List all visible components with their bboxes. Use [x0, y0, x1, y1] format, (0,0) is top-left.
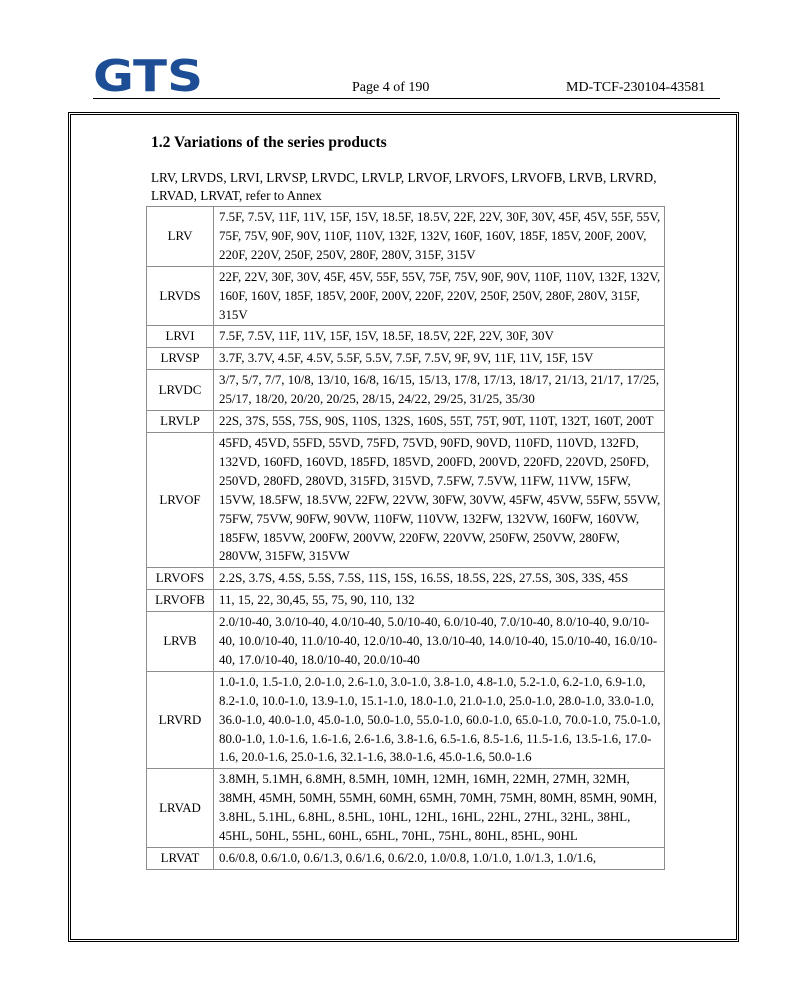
- document-id: MD-TCF-230104-43581: [566, 80, 706, 95]
- table-row: [147, 568, 665, 590]
- series-intro-text: LRV, LRVDS, LRVI, LRVSP, LRVDC, LRVLP, LRVOF, LRVOFS, LRVOFB, LRVB, LRVRD, LRVAD, LRVAT, refer to Annex: [151, 170, 657, 203]
- table-row: [147, 769, 665, 848]
- series-name-cell: LRVOFB: [147, 590, 214, 612]
- table-row: [147, 432, 665, 567]
- series-name-cell: LRVSP: [147, 348, 214, 370]
- series-name-cell: LRVRD: [147, 671, 214, 769]
- table-row: [147, 370, 665, 411]
- series-values-cell: 11, 15, 22, 30,45, 55, 75, 90, 110, 132: [214, 590, 665, 612]
- series-name-cell: LRVOF: [147, 432, 214, 567]
- series-values-cell: 3.7F, 3.7V, 4.5F, 4.5V, 5.5F, 5.5V, 7.5F, 7.5V, 9F, 9V, 11F, 11V, 15F, 15V: [214, 348, 665, 370]
- table-row: [147, 326, 665, 348]
- series-name-cell: LRV: [147, 207, 214, 267]
- series-name-cell: LRVAD: [147, 769, 214, 848]
- series-name-cell: LRVB: [147, 612, 214, 672]
- series-values-cell: 3.8MH, 5.1MH, 6.8MH, 8.5MH, 10MH, 12MH, 16MH, 22MH, 27MH, 32MH, 38MH, 45MH, 50MH, 55MH, 60MH, 65MH, 70MH, 75MH, 80MH, 85MH, 90MH, 3.8HL, 5.1HL, 6.8HL, 8.5HL, 10HL, 12HL, 16HL, 22HL, 27HL, 32HL, 38HL, 45HL, 50HL, 55HL, 60HL, 65HL, 70HL, 75HL, 80HL, 85HL, 90HL: [214, 769, 665, 848]
- table-row: [147, 612, 665, 672]
- table-row: [147, 848, 665, 870]
- page-number: Page 4 of 190: [352, 80, 430, 95]
- series-values-cell: 7.5F, 7.5V, 11F, 11V, 15F, 15V, 18.5F, 18.5V, 22F, 22V, 30F, 30V, 45F, 45V, 55F, 55V, 75F, 75V, 90F, 90V, 110F, 110V, 132F, 132V, 160F, 160V, 185F, 185V, 200F, 200V, 220F, 220V, 250F, 250V, 280F, 280V, 315F, 315V: [214, 207, 665, 267]
- series-values-cell: 3/7, 5/7, 7/7, 10/8, 13/10, 16/8, 16/15, 15/13, 17/8, 17/13, 18/17, 21/13, 21/17, 17/25, 25/17, 18/20, 20/20, 20/25, 28/15, 24/22, 29/25, 31/25, 35/30: [214, 370, 665, 411]
- table-row: [147, 671, 665, 769]
- series-name-cell: LRVDC: [147, 370, 214, 411]
- section-title: 1.2 Variations of the series products: [151, 134, 387, 151]
- series-values-cell: 2.0/10-40, 3.0/10-40, 4.0/10-40, 5.0/10-40, 6.0/10-40, 7.0/10-40, 8.0/10-40, 9.0/10-40, 10.0/10-40, 11.0/10-40, 12.0/10-40, 13.0/10-40, 14.0/10-40, 15.0/10-40, 16.0/10-40, 17.0/10-40, 18.0/10-40, 20.0/10-40: [214, 612, 665, 672]
- series-name-cell: LRVOFS: [147, 568, 214, 590]
- table-row: [147, 266, 665, 326]
- series-values-cell: 2.2S, 3.7S, 4.5S, 5.5S, 7.5S, 11S, 15S, 16.5S, 18.5S, 22S, 27.5S, 30S, 33S, 45S: [214, 568, 665, 590]
- series-variations-table: [146, 206, 665, 870]
- series-values-cell: 22F, 22V, 30F, 30V, 45F, 45V, 55F, 55V, 75F, 75V, 90F, 90V, 110F, 110V, 132F, 132V, 160F, 160V, 185F, 185V, 200F, 200V, 220F, 220V, 250F, 250V, 280F, 280V, 315F, 315V: [214, 266, 665, 326]
- series-table-body: [147, 207, 665, 870]
- table-row: [147, 411, 665, 433]
- series-values-cell: 0.6/0.8, 0.6/1.0, 0.6/1.3, 0.6/1.6, 0.6/2.0, 1.0/0.8, 1.0/1.0, 1.0/1.3, 1.0/1.6,: [214, 848, 665, 870]
- series-name-cell: LRVLP: [147, 411, 214, 433]
- series-name-cell: LRVDS: [147, 266, 214, 326]
- gts-logo-text: GTS: [93, 55, 203, 95]
- series-name-cell: LRVI: [147, 326, 214, 348]
- series-values-cell: 45FD, 45VD, 55FD, 55VD, 75FD, 75VD, 90FD, 90VD, 110FD, 110VD, 132FD, 132VD, 160FD, 160VD, 185FD, 185VD, 200FD, 200VD, 220FD, 220VD, 250FD, 250VD, 280FD, 280VD, 315FD, 315VD, 7.5FW, 7.5VW, 11FW, 11VW, 15FW, 15VW, 18.5FW, 18.5VW, 22FW, 22VW, 30FW, 30VW, 45FW, 45VW, 55FW, 55VW, 75FW, 75VW, 90FW, 90VW, 110FW, 110VW, 132FW, 132VW, 160FW, 160VW, 185FW, 185VW, 200FW, 200VW, 220FW, 220VW, 250FW, 250VW, 280FW, 280VW, 315FW, 315VW: [214, 432, 665, 567]
- series-name-cell: LRVAT: [147, 848, 214, 870]
- series-values-cell: 7.5F, 7.5V, 11F, 11V, 15F, 15V, 18.5F, 18.5V, 22F, 22V, 30F, 30V: [214, 326, 665, 348]
- series-values-cell: 22S, 37S, 55S, 75S, 90S, 110S, 132S, 160S, 55T, 75T, 90T, 110T, 132T, 160T, 200T: [214, 411, 665, 433]
- table-row: [147, 207, 665, 267]
- gts-logo: [93, 55, 205, 95]
- table-row: [147, 348, 665, 370]
- table-row: [147, 590, 665, 612]
- header-rule: [93, 98, 720, 99]
- series-values-cell: 1.0-1.0, 1.5-1.0, 2.0-1.0, 2.6-1.0, 3.0-1.0, 3.8-1.0, 4.8-1.0, 5.2-1.0, 6.2-1.0, 6.9-1.0, 8.2-1.0, 10.0-1.0, 13.9-1.0, 15.1-1.0, 18.0-1.0, 21.0-1.0, 25.0-1.0, 28.0-1.0, 33.0-1.0, 36.0-1.0, 40.0-1.0, 45.0-1.0, 50.0-1.0, 55.0-1.0, 60.0-1.0, 65.0-1.0, 70.0-1.0, 75.0-1.0, 80.0-1.0, 1.0-1.6, 1.6-1.6, 2.6-1.6, 3.8-1.6, 6.5-1.6, 8.5-1.6, 11.5-1.6, 13.5-1.6, 17.0-1.6, 20.0-1.6, 25.0-1.6, 32.1-1.6, 38.0-1.6, 45.0-1.6, 50.0-1.6: [214, 671, 665, 769]
